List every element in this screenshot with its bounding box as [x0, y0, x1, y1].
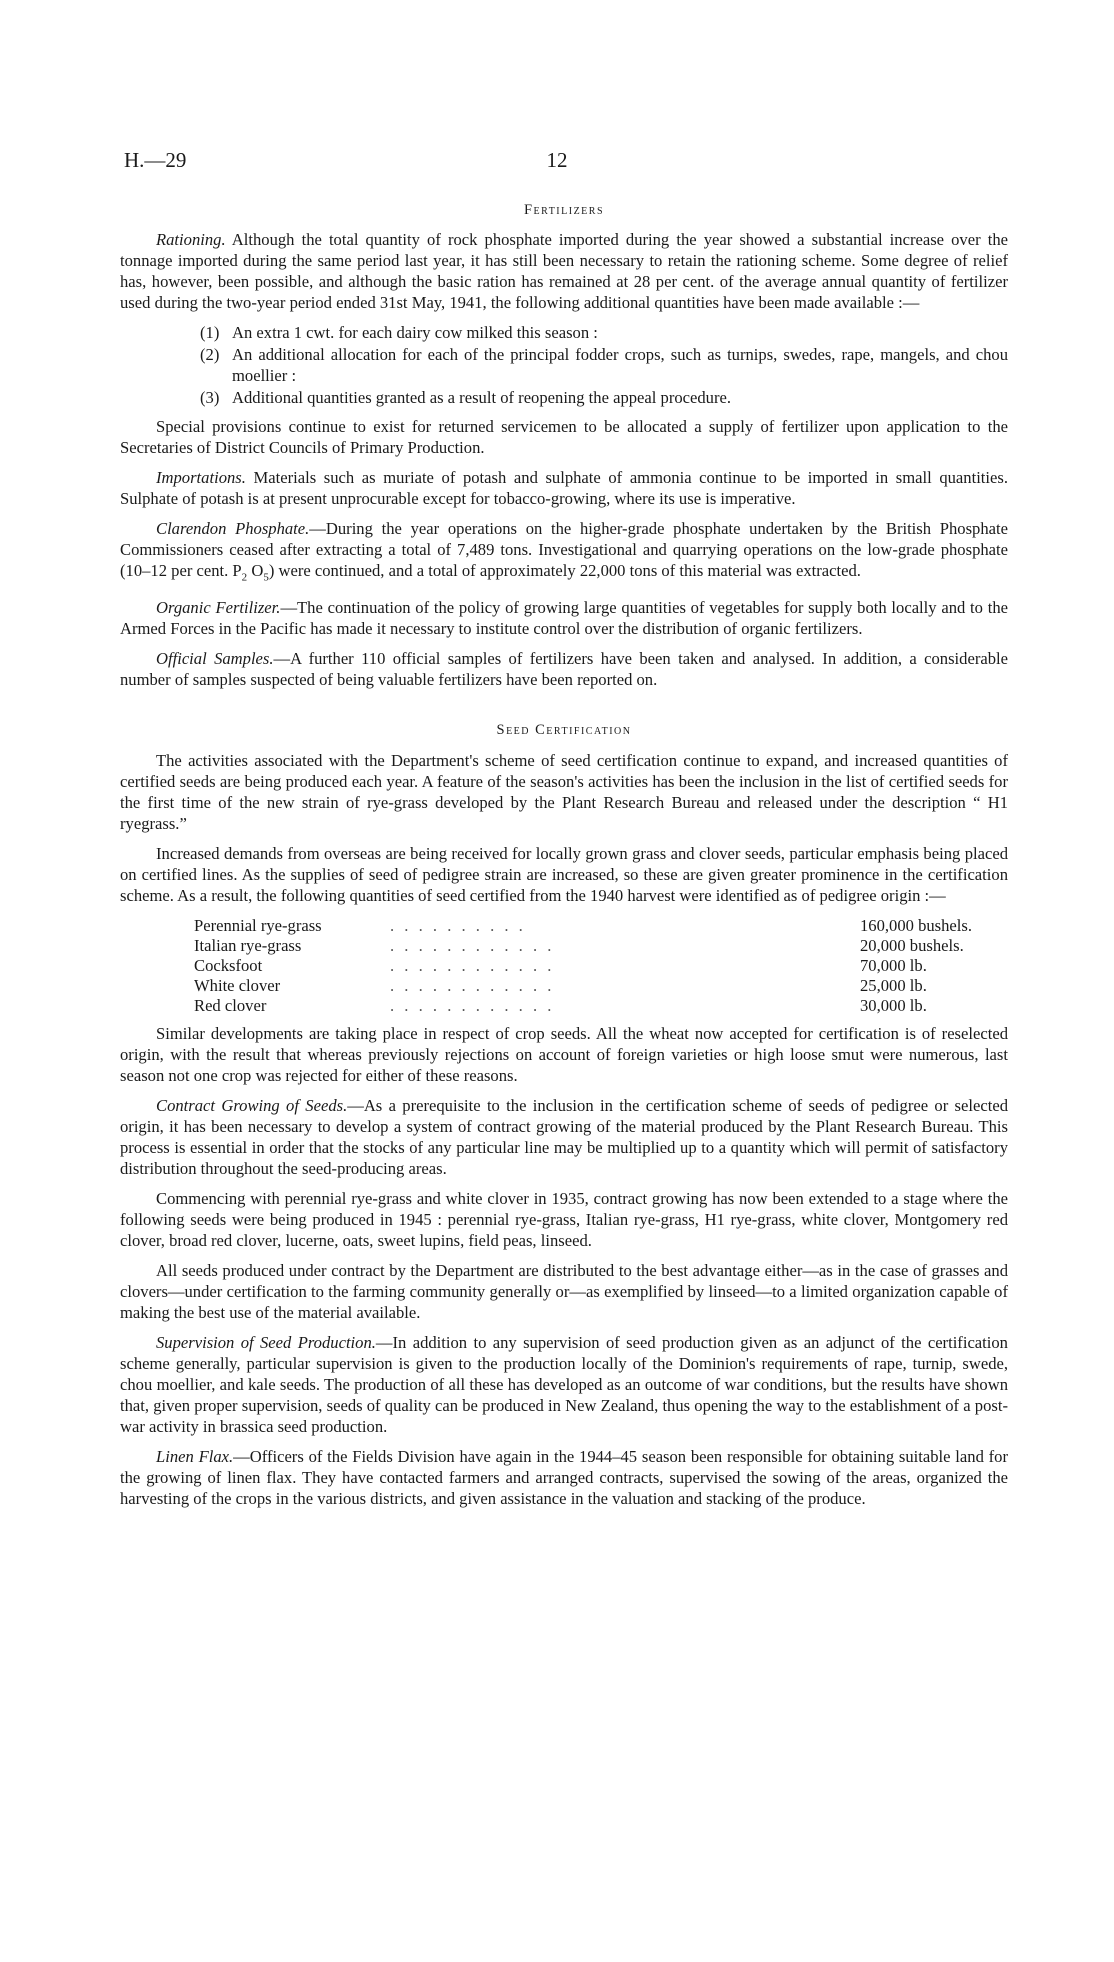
leader-dots: . . . . . . . . . . . . [390, 936, 555, 956]
table-row [120, 995, 1008, 1015]
paragraph-text: —In addition to any supervision of seed production given as an adjunct of the certification scheme generally, particular supervision is given to the production locally of the Dominion's requirements of rape, turnip, swede, chou moellier, and kale seeds. The production of all these has developed as an outcome of war conditions, but the results have shown that, given proper supervision, seeds of quality can be produced in New Zealand, thus opening the way to the establishment of a post-war activity in brassica seed production. [120, 1333, 1008, 1437]
page-number: 12 [546, 148, 568, 172]
run-in-heading: Official Samples. [156, 649, 274, 669]
leader-dots: . . . . . . . . . . [390, 916, 526, 936]
run-in-heading: Rationing. [156, 230, 226, 249]
paragraph-special-provisions: Special provisions continue to exist for returned servicemen to be allocated a supply of fertilizer upon application to the Secretaries of District Councils of Primary Production. [120, 417, 1008, 457]
paragraph-seed-intro: The activities associated with the Department's scheme of seed certification continue to expand, and increased quantities of certified seeds are being produced each year. A feature of the season's activities has been the inclusion in the list of certified seeds for the first time of the new strain of rye-grass developed by the Plant Research Bureau and released under the description “ H1 ryegrass.” [120, 751, 1008, 834]
paragraph-supervision [120, 1332, 1008, 1437]
crop-quantity: 30,000 lb. [860, 996, 927, 1016]
leader-dots: . . . . . . . . . . . . [390, 996, 555, 1016]
list-item [120, 387, 1008, 408]
paragraph-text: —During the year operations on the higher-grade phosphate undertaken by the British Phosphate Commissioners ceased after extracting a total of 7,489 tons. Investigational and quarrying operations on the low-grade phosphate (10–12 per cent. P [120, 519, 1008, 580]
list-item-number: (2) [200, 345, 220, 364]
table-row [120, 935, 1008, 955]
leader-dots: . . . . . . . . . . . . [390, 956, 555, 976]
run-in-heading: Contract Growing of Seeds. [156, 1096, 348, 1116]
crop-quantity: 20,000 bushels. [860, 936, 964, 956]
paragraph-text: —A further 110 official samples of fertilizers have been taken and analysed. In addition, a considerable number of samples suspected of being valuable fertilizers have been reported on. [120, 649, 1008, 690]
run-in-heading: Importations. [156, 468, 246, 487]
additional-quantities-list [120, 322, 1008, 408]
list-item-text: An extra 1 cwt. for each dairy cow milked this season : [232, 323, 598, 342]
paragraph-organic-fertilizer [120, 597, 1008, 639]
paragraph-importations [120, 467, 1008, 509]
document-reference: H.—29 [124, 148, 187, 172]
paragraph-text: Although the total quantity of rock phosphate imported during the year showed a substantial increase over the tonnage imported during the same period last year, it has still been necessary to retain the rationing scheme. Some degree of relief has, however, been possible, and although the basic ration has remained at 28 per cent. of the average annual quantity of fertilizer used during the two-year period ended 31st May, 1941, the following additional quantities have been made available :— [120, 230, 1008, 312]
subscript: 2 [241, 571, 248, 584]
list-item [120, 322, 1008, 343]
pedigree-seed-table [120, 915, 1008, 1015]
paragraph-text: O [247, 561, 264, 580]
crop-name: Perennial rye-grass [194, 916, 322, 936]
list-item [120, 344, 1008, 386]
paragraph-clarendon-phosphate [120, 518, 1008, 588]
crop-name: Red clover [194, 996, 267, 1016]
page-header [0, 148, 1114, 178]
subscript: 5 [263, 571, 269, 584]
list-item-text: An additional allocation for each of the principal fodder crops, such as turnips, swedes, rape, mangels, and chou moellier : [232, 345, 1008, 385]
crop-name: White clover [194, 976, 281, 996]
paragraph-demands: Increased demands from overseas are being received for locally grown grass and clover seeds, particular emphasis being placed on certified lines. As the supplies of seed of pedigree strain are increased, so these are given greater prominence in the certification scheme. As a result, the following quantities of seed certified from the 1940 harvest were identified as of pedigree origin :— [120, 844, 1008, 906]
paragraph-linen-flax [120, 1446, 1008, 1509]
page-body [120, 200, 1008, 1518]
section-heading-seed-certification: Seed Certification [496, 722, 632, 739]
list-item-text: Additional quantities granted as a result of reopening the appeal procedure. [232, 388, 732, 407]
table-row [120, 975, 1008, 995]
paragraph-text: —The continuation of the policy of growing large quantities of vegetables for supply both locally and to the Armed Forces in the Pacific has made it necessary to institute control over the distribution of organic fertilizers. [120, 598, 1008, 639]
list-item-number: (1) [200, 323, 220, 342]
run-in-heading: Linen Flax. [156, 1447, 234, 1467]
paragraph-all-seeds: All seeds produced under contract by the Department are distributed to the best advantage either—as in the case of grasses and clovers—under certification to the farming community generally or—as exemplified by linseed—to a limited organization capable of making the best use of the material available. [120, 1261, 1008, 1323]
table-row [120, 955, 1008, 975]
run-in-heading: Organic Fertilizer. [156, 598, 281, 618]
table-row [120, 915, 1008, 935]
leader-dots: . . . . . . . . . . . . [390, 976, 555, 996]
list-item-number: (3) [200, 388, 220, 407]
crop-name: Italian rye-grass [194, 936, 302, 956]
paragraph-contract-growing [120, 1095, 1008, 1179]
crop-quantity: 70,000 lb. [860, 956, 927, 976]
run-in-heading: Clarendon Phosphate. [156, 519, 310, 538]
crop-name: Cocksfoot [194, 956, 263, 976]
paragraph-text: —As a prerequisite to the inclusion in the certification scheme of seeds of pedigree or selected origin, it has been necessary to develop a system of contract growing of the material produced by the Plant Research Bureau. This process is essential in order that the stocks of any particular line may be multiplied up to a quantity which will permit of satisfactory distribution throughout the seed-producing areas. [120, 1096, 1008, 1179]
section-heading-fertilizers: Fertilizers [523, 202, 605, 218]
paragraph-text: ) were continued, and a total of approximately 22,000 tons of this material was extracted. [268, 561, 861, 580]
paragraph-text: Materials such as muriate of potash and sulphate of ammonia continue to be imported in small quantities. Sulphate of potash is at present unprocurable except for tobacco-growing, where its use is imperative. [120, 468, 1008, 508]
run-in-heading: Supervision of Seed Production. [156, 1333, 376, 1353]
paragraph-official-samples [120, 648, 1008, 690]
paragraph-crop-seeds: Similar developments are taking place in respect of crop seeds. All the wheat now accepted for certification is of reselected origin, with the result that whereas previously rejections on account of foreign varieties or high loose smut were numerous, last season not one crop was rejected for either of these reasons. [120, 1024, 1008, 1086]
paragraph-commencing: Commencing with perennial rye-grass and white clover in 1935, contract growing has now been extended to a stage where the following seeds were being produced in 1945 : perennial rye-grass, Italian rye-grass, H1 rye-grass, white clover, Montgomery red clover, broad red clover, lucerne, oats, sweet lupins, field peas, linseed. [120, 1189, 1008, 1251]
crop-quantity: 25,000 lb. [860, 976, 927, 996]
paragraph-text: —Officers of the Fields Division have again in the 1944–45 season been responsible for obtaining suitable land for the growing of linen flax. They have contacted farmers and arranged contracts, supervised the sowing of the areas, organized the harvesting of the crops in the various districts, and given assistance in the valuation and stacking of the produce. [120, 1447, 1008, 1509]
paragraph-rationing [120, 229, 1008, 313]
crop-quantity: 160,000 bushels. [860, 916, 973, 936]
